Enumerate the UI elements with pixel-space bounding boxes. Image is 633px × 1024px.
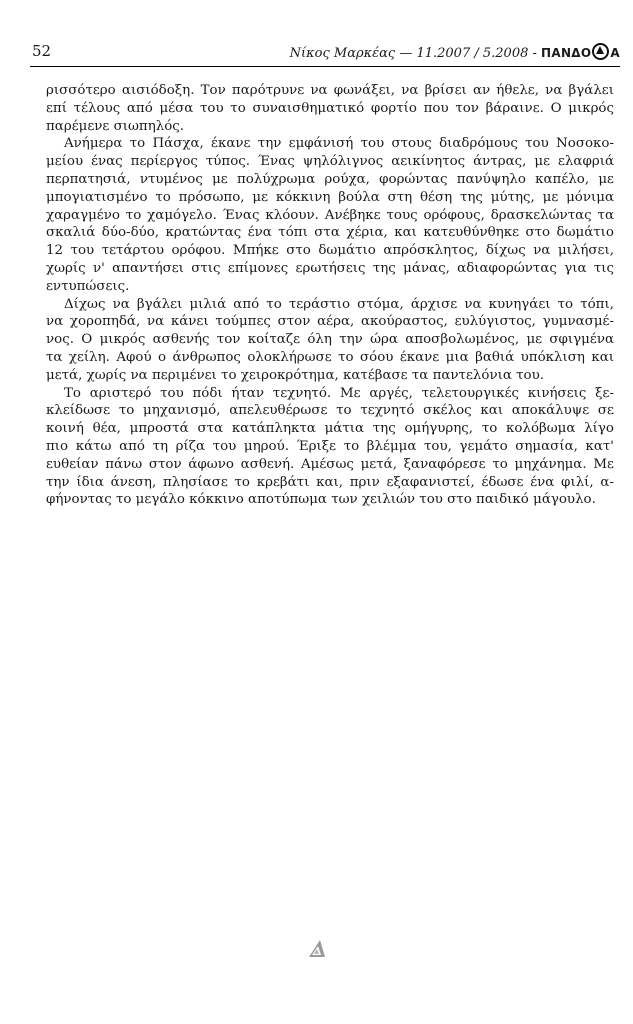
text-line: πιο κάτω από τη ρίζα του μηρού. Έριξε το βλέμμα του, γεμάτο σημασία, κατ' (46, 438, 614, 454)
brand-name-right: Α (610, 46, 620, 60)
brand-logo-icon (592, 43, 609, 60)
running-head-dates: 11.2007 / 5.2008 (416, 46, 529, 61)
text-line: σκαλιά δύο-δύο, κρατώντας ένα τόπι στα χέρια, και κατευθύνθηκε στο δωμάτιο (46, 225, 614, 241)
text-line: να χοροπηδά, να κάνει τούμπες στον αέρα, ακούραστος, ευλύγιστος, γυμνασμέ- (46, 314, 614, 330)
text-line: Ανήμερα το Πάσχα, έκανε την εμφάνισή του στους διαδρόμους του Νοσοκο- (64, 136, 614, 152)
brand-name (541, 46, 620, 60)
running-head-author: Νίκος Μαρκέας (289, 46, 396, 61)
text-line: 12 του τετάρτου ορόφου. Μπήκε στο δωμάτιο απρόσκλητος, δίχως να μιλήσει, (46, 243, 614, 259)
triangle-logo-icon (306, 937, 328, 959)
running-head-separator: — (395, 46, 417, 61)
text-line: την ίδια άνεση, πλησίασε το κρεβάτι και, πριν εξαφανιστεί, έδωσε ένα φιλί, α- (46, 474, 614, 490)
brand-name-left: ΠΑΝΔΟ (541, 46, 592, 60)
text-line: κλείδωσε το μηχανισμό, απελευθέρωσε το τεχνητό σκέλος και αποκάλυψε σε (46, 403, 614, 419)
text-line: τα χείλη. Αφού ο άνθρωπος ολοκλήρωσε το σόου έκανε μια βαθιά υπόκλιση και (46, 349, 614, 365)
text-line: φήνοντας το μεγάλο κόκκινο αποτύπωμα των χειλιών του στο παιδικό μάγουλο. (46, 492, 596, 508)
page-number: 52 (32, 42, 52, 60)
text-line: Δίχως να βγάλει μιλιά από το τεράστιο στόμα, άρχισε να κυνηγάει το τόπι, (64, 296, 614, 312)
text-line: επί τέλους από μέσα του το συναισθηματικό φορτίο που τον βάραινε. Ο μικρός (46, 100, 614, 116)
text-line: κοινή θέα, μπροστά στα κατάπληκτα μάτια της ομήγυρης, το κολόβωμα λίγο (46, 421, 614, 437)
text-line: περπατησιά, ντυμένος με πολύχρωμα ρούχα, φορώντας πανύψηλο καπέλο, με (46, 171, 614, 187)
text-line: νος. Ο μικρός ασθενής τον κοίταζε όλη την ώρα αποσβολωμένος, με σφιγμένα (46, 332, 614, 348)
text-line: μετά, χωρίς να περιμένει το χειροκρότημα, κατέβασε τα παντελόνια του. (46, 367, 545, 383)
text-line: μπογιατισμένο το πρόσωπο, με κόκκινη βούλα στη θέση της μύτης, με μόνιμα (46, 189, 614, 205)
text-line: χωρίς ν' απαντήσει στις επίμονες ερωτήσεις της μάνας, αδιαφορώντας για τις (46, 260, 614, 276)
page-header (30, 40, 620, 67)
text-line: ευθείαν πάνω στον άφωνο ασθενή. Αμέσως μετά, ξαναφόρεσε το μηχάνημα. Με (46, 456, 614, 472)
text-line: χαραγμένο το χαμόγελο. Ένας κλόουν. Ανέβηκε τους ορόφους, δρασκελώντας τα (46, 207, 614, 223)
running-head (290, 43, 620, 61)
text-line: Το αριστερό του πόδι ήταν τεχνητό. Με αργές, τελετουργικές κινήσεις ξε- (64, 385, 614, 401)
text-line: παρέμενε σιωπηλός. (46, 118, 185, 134)
text-line: ρισσότερο αισιόδοξη. Τον παρότρυνε να φωνάξει, να βρίσει αν ήθελε, να βγάλει (46, 83, 614, 98)
text-line: εντυπώσεις. (46, 278, 130, 294)
text-line: μείου ένας περίεργος τύπος. Ένας ψηλόλιγνος αεικίνητος άντρας, με ελαφριά (46, 154, 614, 170)
running-head-dash: - (528, 46, 542, 61)
body-text (46, 82, 614, 509)
